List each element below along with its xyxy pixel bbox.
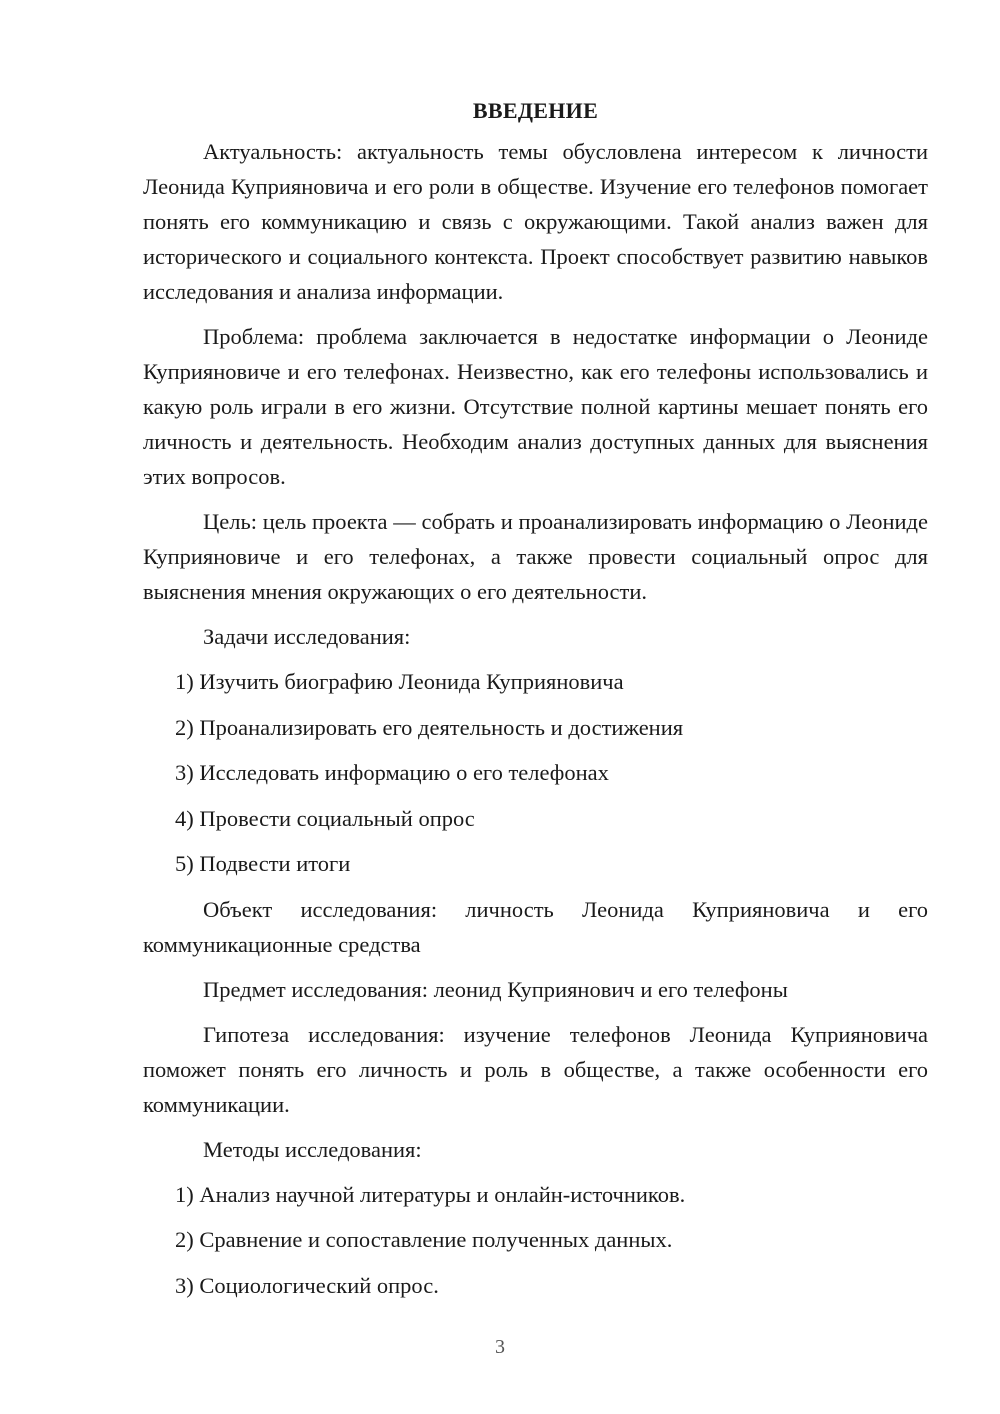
hypothesis-paragraph: Гипотеза исследования: изучение телефонов Леонида Куприяновича поможет понять его личность и роль в обществе, а также особенности его коммуникации. xyxy=(143,1021,928,1117)
list-item: 2) Сравнение и сопоставление полученных данных. xyxy=(175,1227,673,1252)
list-item: 1) Изучить биографию Леонида Куприяновича xyxy=(175,669,624,694)
object-paragraph: Объект исследования: личность Леонида Куприяновича и его коммуникационные средства xyxy=(143,896,928,957)
page-title: ВВЕДЕНИЕ xyxy=(472,98,599,123)
methods-heading: Методы исследования: xyxy=(203,1136,422,1162)
list-item: 2) Проанализировать его деятельность и достижения xyxy=(175,714,684,740)
subject-paragraph: Предмет исследования: леонид Куприянович и его телефоны xyxy=(203,976,788,1002)
list-item: 1) Анализ научной литературы и онлайн-источников. xyxy=(175,1181,686,1207)
problem-paragraph: Проблема: проблема заключается в недостатке информации о Леониде Куприяновиче и его телефонах. Неизвестно, как его телефоны использовались и какую роль играли в его жизни. Отсутствие полной картины мешает понять его личность и деятельность. Необходим анализ доступных данных для выяснения этих вопросов. xyxy=(143,324,928,489)
list-item: 5) Подвести итоги xyxy=(175,851,351,876)
page-content xyxy=(143,96,928,1303)
goal-paragraph: Цель: цель проекта — собрать и проанализировать информацию о Леониде Куприяновиче и его телефонах, а также провести социальный опрос для выяснения мнения окружающих о его деятельности. xyxy=(143,509,928,604)
methods-list xyxy=(143,1177,928,1303)
relevance-paragraph: Актуальность: актуальность темы обусловлена интересом к личности Леонида Куприяновича и его роли в обществе. Изучение его телефонов помогает понять его коммуникацию и связь с окружающими. Такой анализ важен для исторического и социального контекста. Проект способствует развитию навыков исследования и анализа информации. xyxy=(143,139,928,304)
tasks-list xyxy=(143,664,928,881)
tasks-heading: Задачи исследования: xyxy=(203,624,411,649)
list-item: 3) Социологический опрос. xyxy=(175,1272,439,1298)
page-number: 3 xyxy=(495,1336,505,1358)
list-item: 3) Исследовать информацию о его телефонах xyxy=(175,760,609,785)
list-item: 4) Провести социальный опрос xyxy=(175,805,475,831)
